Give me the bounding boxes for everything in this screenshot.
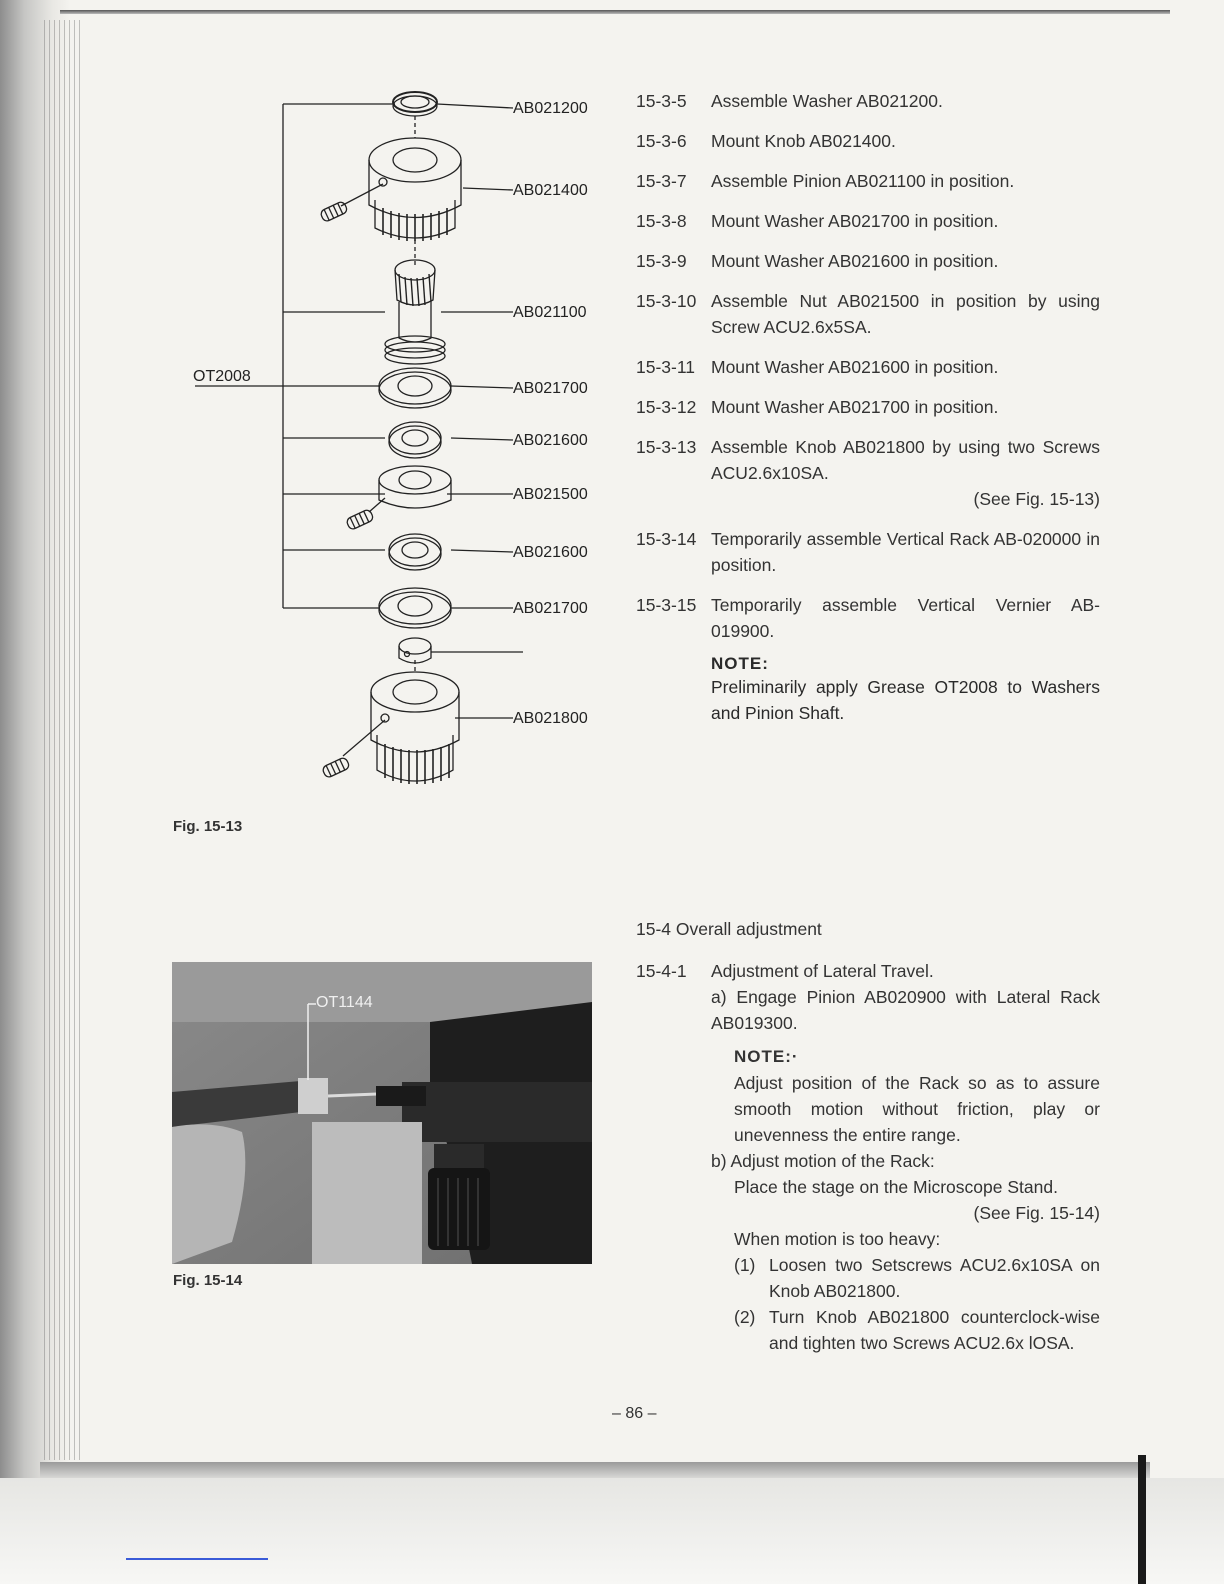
note-body-2: Adjust position of the Rack so as to assure smooth motion without friction, play or unevenness the entire range. [734,1073,1100,1145]
step-text: Mount Washer AB021700 in position. [711,397,999,417]
label-ab021200: AB021200 [513,100,588,117]
step-number: 15-3-9 [636,251,687,271]
list-item [734,1252,1100,1304]
step-number: 15-4-1 [636,961,687,981]
label-ab021500: AB021500 [513,486,588,503]
label-ab021700-b: AB021700 [513,600,588,617]
note-heading: NOTE: [711,654,769,673]
fig-15-14-photo [172,962,592,1264]
top-page-edge [60,10,1170,14]
photo-illustration [172,962,592,1264]
step-15-3-8 [636,208,1100,234]
heavy-motion-heading: When motion is too heavy: [734,1229,941,1249]
list-marker: (1) [734,1255,756,1275]
exploded-diagram [185,80,615,800]
step-15-3-11 [636,354,1100,380]
step-text: Assemble Nut AB021500 in position by using Screw ACU2.6x5SA. [711,291,1100,337]
step-15-3-6 [636,128,1100,154]
step-number: 15-3-8 [636,211,687,231]
step-text: Mount Washer AB021600 in position. [711,357,999,377]
step-15-3-13 [636,434,1100,512]
label-ab021100: AB021100 [513,304,587,321]
photo-label-ot1144: OT1144 [316,994,373,1011]
step-number: 15-3-14 [636,529,697,549]
fig-15-14-caption: Fig. 15-14 [173,1272,243,1289]
label-ot2008: OT2008 [193,368,251,385]
step-number: 15-3-10 [636,291,697,311]
step-15-3-9 [636,248,1100,274]
step-text: Mount Knob AB021400. [711,131,896,151]
step-number: 15-3-12 [636,397,697,417]
step-number: 15-3-6 [636,131,687,151]
list-marker: (2) [734,1307,756,1327]
step-number: 15-3-11 [636,357,696,377]
page-number: – 86 – [612,1405,657,1422]
step-text: Mount Washer AB021600 in position. [711,251,999,271]
underline-mark [126,1558,268,1560]
bottom-page-edge [40,1462,1150,1478]
fig-15-13-caption: Fig. 15-13 [173,818,243,835]
step-15-3-7 [636,168,1100,194]
note-body: Preliminarily apply Grease OT2008 to Washers and Pinion Shaft. [711,677,1100,723]
label-ab021600-a: AB021600 [513,432,588,449]
fig-reference-2: (See Fig. 15-14) [973,1203,1100,1223]
step-number: 15-3-13 [636,437,697,457]
note-heading-2: NOTE:· [734,1047,799,1066]
step-text: Mount Washer AB021700 in position. [711,211,999,231]
item-b: b) Adjust motion of the Rack: [711,1151,935,1171]
step-text: Temporarily assemble Vertical Rack AB-020000 in position. [711,529,1100,575]
step-text: Temporarily assemble Vertical Vernier AB-019900. [711,595,1100,641]
assembly-steps [636,88,1100,726]
section-title: 15-4 Overall adjustment [636,919,822,939]
step-15-3-12 [636,394,1100,420]
step-text: Assemble Knob AB021800 by using two Screws ACU2.6x10SA. [711,437,1100,483]
step-15-4-1 [636,958,1100,984]
page-edges [44,20,80,1460]
step-number: 15-3-7 [636,171,687,191]
below-page-area [0,1478,1224,1584]
step-number: 15-3-15 [636,595,697,615]
item-a: a) Engage Pinion AB020900 with Lateral Rack AB019300. [711,987,1100,1033]
step-15-3-15 [636,592,1100,644]
step-number: 15-3-5 [636,91,687,111]
fig-reference: (See Fig. 15-13) [973,489,1100,509]
list-item [734,1304,1100,1356]
step-15-3-14 [636,526,1100,578]
step-text: Adjustment of Lateral Travel. [711,961,934,981]
list-text: Loosen two Setscrews ACU2.6x10SA on Knob AB021800. [769,1255,1100,1301]
item-b-detail: Place the stage on the Microscope Stand. [734,1177,1058,1197]
step-15-3-10 [636,288,1100,340]
step-15-3-5 [636,88,1100,114]
overall-adjustment-section [636,916,1100,1356]
step-text: Assemble Washer AB021200. [711,91,943,111]
right-page-edge [1138,1455,1146,1584]
label-ab021800: AB021800 [513,710,588,727]
list-text: Turn Knob AB021800 counterclock-wise and tighten two Screws ACU2.6x lOSA. [769,1307,1100,1353]
label-ab021600-b: AB021600 [513,544,588,561]
step-text: Assemble Pinion AB021100 in position. [711,171,1015,191]
label-ab021400: AB021400 [513,182,588,199]
label-ab021700-a: AB021700 [513,380,588,397]
